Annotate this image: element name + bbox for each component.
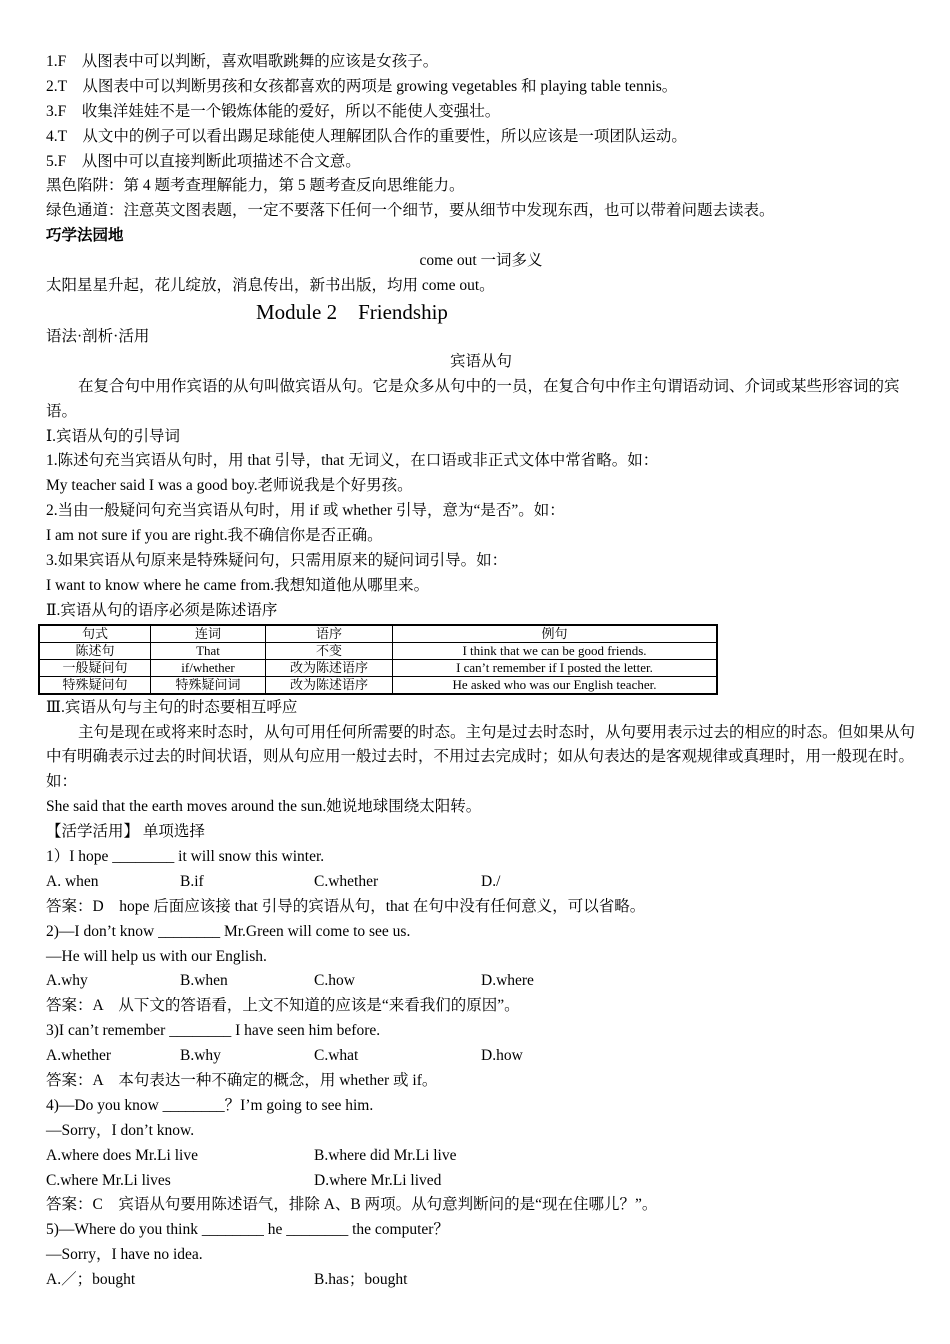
- answer-line-4: 4.T 从文中的例子可以看出踢足球能使人理解团队合作的重要性，所以应该是一项团队运动。: [46, 127, 687, 145]
- option-a: A. when: [46, 872, 99, 890]
- table-row: [39, 676, 717, 694]
- table-cell: 不变: [266, 642, 393, 659]
- table-cell: That: [151, 642, 266, 659]
- part1-rule-2: 2.当由一般疑问句充当宾语从句时，用 if 或 whether 引导，意为“是否”。如：: [46, 502, 565, 520]
- part3-example: She said that the earth moves around the sun.她说地球围绕太阳转。: [46, 798, 482, 816]
- question-4-options-cd: [46, 1169, 916, 1194]
- question-3-answer: 答案：A 本句表达一种不确定的概念，用 whether 或 if。: [46, 1072, 438, 1090]
- question-2-answer: 答案：A 从下文的答语看，上文不知道的应该是“来看我们的原因”。: [46, 997, 520, 1015]
- part1-example-1: My teacher said I was a good boy.老师说我是个好男孩。: [46, 477, 413, 495]
- table-cell: 改为陈述语序: [266, 676, 393, 694]
- answer-line-1: 1.F 从图表中可以判断，喜欢唱歌跳舞的应该是女孩子。: [46, 53, 439, 70]
- option-c: C.where Mr.Li lives: [46, 1171, 171, 1189]
- question-5-options: [46, 1268, 916, 1293]
- part1-rule-1: 1.陈述句充当宾语从句时，用 that 引导，that 无词义，在口语或非正式文体中常省略。如：: [46, 452, 659, 470]
- table-row: [39, 659, 717, 676]
- table-header-cell: 语序: [266, 625, 393, 643]
- table-cell: 特殊疑问词: [151, 676, 266, 694]
- come-out-title: come out 一词多义: [419, 252, 543, 270]
- table-header-cell: 句式: [39, 625, 151, 643]
- document-page: [46, 50, 916, 1293]
- option-a: A.whether: [46, 1047, 111, 1065]
- table-row: [39, 642, 717, 659]
- option-d: D./: [481, 872, 501, 890]
- table-cell: if/whether: [151, 659, 266, 676]
- green-channel-note: 绿色通道：注意英文图表题，一定不要落下任何一个细节，要从细节中发现东西，也可以带着问题去读表。: [46, 202, 775, 220]
- option-a: A.where does Mr.Li live: [46, 1146, 198, 1164]
- part2-title: Ⅱ.宾语从句的语序必须是陈述语序: [46, 601, 278, 619]
- question-4-stem: 4)—Do you know ________？I’m going to see him.: [46, 1096, 374, 1114]
- grammar-intro: 在复合句中用作宾语的从句叫做宾语从句。它是众多从句中的一员，在复合句中作主句谓语动词、介词或某些形容词的宾语。: [46, 377, 900, 420]
- question-3-stem: 3)I can’t remember ________ I have seen him before.: [46, 1022, 381, 1040]
- question-5-reply: —Sorry，I have no idea.: [46, 1246, 203, 1264]
- practice-title: 【活学活用】 单项选择: [46, 823, 205, 841]
- answer-line-5: 5.F 从图中可以直接判断此项描述不合文意。: [46, 152, 361, 170]
- table-cell: 陈述句: [39, 642, 151, 659]
- question-2-reply: —He will help us with our English.: [46, 947, 267, 965]
- table-header-cell: 例句: [393, 625, 718, 643]
- table-cell: I can’t remember if I posted the letter.: [393, 659, 718, 676]
- part1-example-3: I want to know where he came from.我想知道他从哪里来。: [46, 576, 430, 594]
- come-out-text: 太阳星星升起，花儿绽放，消息传出，新书出版，均用 come out。: [46, 277, 495, 295]
- question-1-stem: 1）I hope ________ it will snow this winter.: [46, 848, 325, 866]
- grammar-label: 语法·剖析·活用: [46, 327, 150, 345]
- option-b: B.why: [180, 1047, 221, 1065]
- option-b: B.if: [180, 872, 204, 890]
- answer-line-2: 2.T 从图表中可以判断男孩和女孩都喜欢的两项是 growing vegetables 和 playing table tennis。: [46, 77, 678, 95]
- table-cell: 改为陈述语序: [266, 659, 393, 676]
- question-5-stem: 5)—Where do you think ________ he ________ the computer？: [46, 1221, 449, 1239]
- table-cell: 特殊疑问句: [39, 676, 151, 694]
- question-1-options: [46, 870, 916, 895]
- table-header-row: [39, 625, 717, 643]
- part1-example-2: I am not sure if you are right.我不确信你是否正确。: [46, 527, 383, 545]
- option-d: D.where: [481, 972, 534, 990]
- part3-text: 主句是现在或将来时态时，从句可用任何所需要的时态。主句是过去时态时，从句要用表示过去的相应的时态。但如果从句中有明确表示过去的时间状语，则从句应用一般过去时，不用过去完成时；如从句表达的是客观规律或真理时，用一般现在时。如：: [46, 723, 916, 791]
- part1-title: Ⅰ.宾语从句的引导词: [46, 427, 180, 445]
- part1-rule-3: 3.如果宾语从句原来是特殊疑问句，只需用原来的疑问词引导。如：: [46, 551, 508, 569]
- option-c: C.whether: [314, 872, 379, 890]
- table-cell: I think that we can be good friends.: [393, 642, 718, 659]
- option-a: A.why: [46, 972, 88, 990]
- answer-line-3: 3.F 收集洋娃娃不是一个锻炼体能的爱好，所以不能使人变强壮。: [46, 102, 501, 120]
- option-c: C.what: [314, 1047, 359, 1065]
- question-3-options: [46, 1044, 916, 1069]
- grammar-title: 宾语从句: [449, 352, 512, 370]
- option-d: D.how: [481, 1047, 523, 1065]
- word-order-table: [38, 624, 718, 695]
- section-heading: 巧学法园地: [46, 227, 124, 245]
- table-header-cell: 连词: [151, 625, 266, 643]
- option-b: B.where did Mr.Li live: [314, 1146, 457, 1164]
- question-4-options-ab: [46, 1144, 916, 1169]
- option-b: B.has；bought: [314, 1271, 408, 1289]
- part3-title: Ⅲ.宾语从句与主句的时态要相互呼应: [46, 698, 298, 716]
- module-title: Module 2 Friendship: [256, 299, 448, 324]
- table-cell: 一般疑问句: [39, 659, 151, 676]
- question-4-reply: —Sorry，I don’t know.: [46, 1121, 195, 1139]
- table-cell: He asked who was our English teacher.: [393, 676, 718, 694]
- question-2-options: [46, 969, 916, 994]
- option-c: C.how: [314, 972, 355, 990]
- option-a: A.／；bought: [46, 1271, 136, 1289]
- question-1-answer: 答案：D hope 后面应该接 that 引导的宾语从句，that 在句中没有任何意义，可以省略。: [46, 897, 646, 915]
- black-trap-note: 黑色陷阱：第 4 题考查理解能力，第 5 题考查反向思维能力。: [46, 177, 465, 195]
- option-b: B.when: [180, 972, 228, 990]
- question-2-stem: 2)—I don’t know ________ Mr.Green will come to see us.: [46, 922, 411, 940]
- option-d: D.where Mr.Li lived: [314, 1171, 442, 1189]
- question-4-answer: 答案：C 宾语从句要用陈述语气，排除 A、B 两项。从句意判断问的是“现在住哪儿？”。: [46, 1196, 658, 1214]
